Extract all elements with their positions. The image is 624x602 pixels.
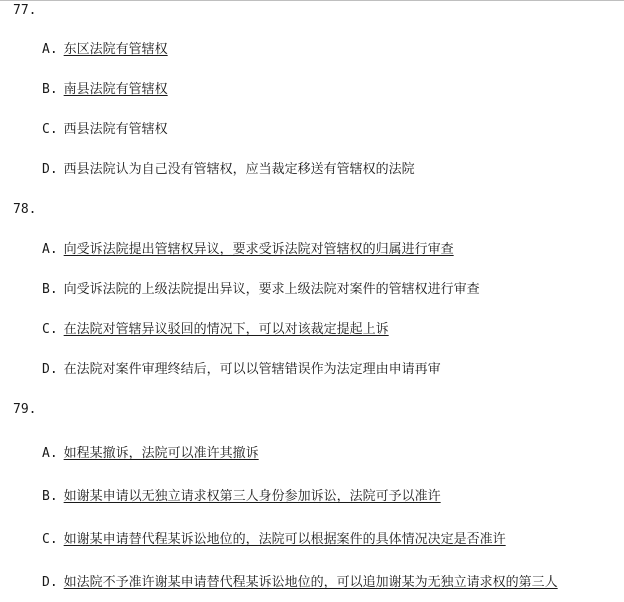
- option-text: 东区法院有管辖权: [63, 42, 168, 57]
- option-79-a[interactable]: [42, 446, 259, 462]
- option-text: 在法院对管辖异议驳回的情况下，可以对该裁定提起上诉: [63, 322, 389, 337]
- option-78-d[interactable]: [42, 362, 441, 378]
- option-letter: D.: [42, 162, 58, 177]
- option-78-c[interactable]: [42, 322, 389, 338]
- question-number: 79.: [13, 402, 37, 417]
- option-77-b[interactable]: [42, 82, 168, 98]
- option-letter: C.: [42, 322, 58, 337]
- option-letter: A.: [42, 42, 58, 57]
- option-letter: C.: [42, 532, 58, 547]
- option-78-b[interactable]: [42, 282, 480, 298]
- option-79-d[interactable]: [42, 575, 558, 591]
- option-text: 如谢某申请替代程某诉讼地位的，法院可以根据案件的具体情况决定是否准许: [63, 532, 506, 547]
- option-79-b[interactable]: [42, 489, 441, 505]
- option-text: 如法院不予准许谢某申请替代程某诉讼地位的，可以追加谢某为无独立请求权的第三人: [63, 575, 558, 590]
- option-letter: D.: [42, 362, 58, 377]
- option-letter: A.: [42, 242, 58, 257]
- option-text: 南县法院有管辖权: [63, 82, 168, 97]
- option-letter: B.: [42, 489, 58, 504]
- option-letter: C.: [42, 122, 58, 137]
- option-text: 西县法院有管辖权: [63, 122, 168, 137]
- option-78-a[interactable]: [42, 242, 454, 258]
- top-border: [0, 0, 624, 1]
- option-77-a[interactable]: [42, 42, 168, 58]
- question-number: 78.: [13, 202, 37, 217]
- option-79-c[interactable]: [42, 532, 506, 548]
- option-77-c[interactable]: [42, 122, 168, 138]
- option-text: 如程某撤诉，法院可以准许其撤诉: [63, 446, 259, 461]
- question-number: 77.: [13, 3, 37, 18]
- option-text: 西县法院认为自己没有管辖权，应当裁定移送有管辖权的法院: [63, 162, 415, 177]
- option-letter: B.: [42, 282, 58, 297]
- option-letter: B.: [42, 82, 58, 97]
- option-letter: D.: [42, 575, 58, 590]
- option-77-d[interactable]: [42, 162, 415, 178]
- option-text: 在法院对案件审理终结后，可以以管辖错误作为法定理由申请再审: [63, 362, 441, 377]
- option-text: 向受诉法院提出管辖权异议，要求受诉法院对管辖权的归属进行审查: [63, 242, 454, 257]
- option-text: 如谢某申请以无独立请求权第三人身份参加诉讼，法院可予以准许: [63, 489, 441, 504]
- option-text: 向受诉法院的上级法院提出异议，要求上级法院对案件的管辖权进行审查: [63, 282, 480, 297]
- option-letter: A.: [42, 446, 58, 461]
